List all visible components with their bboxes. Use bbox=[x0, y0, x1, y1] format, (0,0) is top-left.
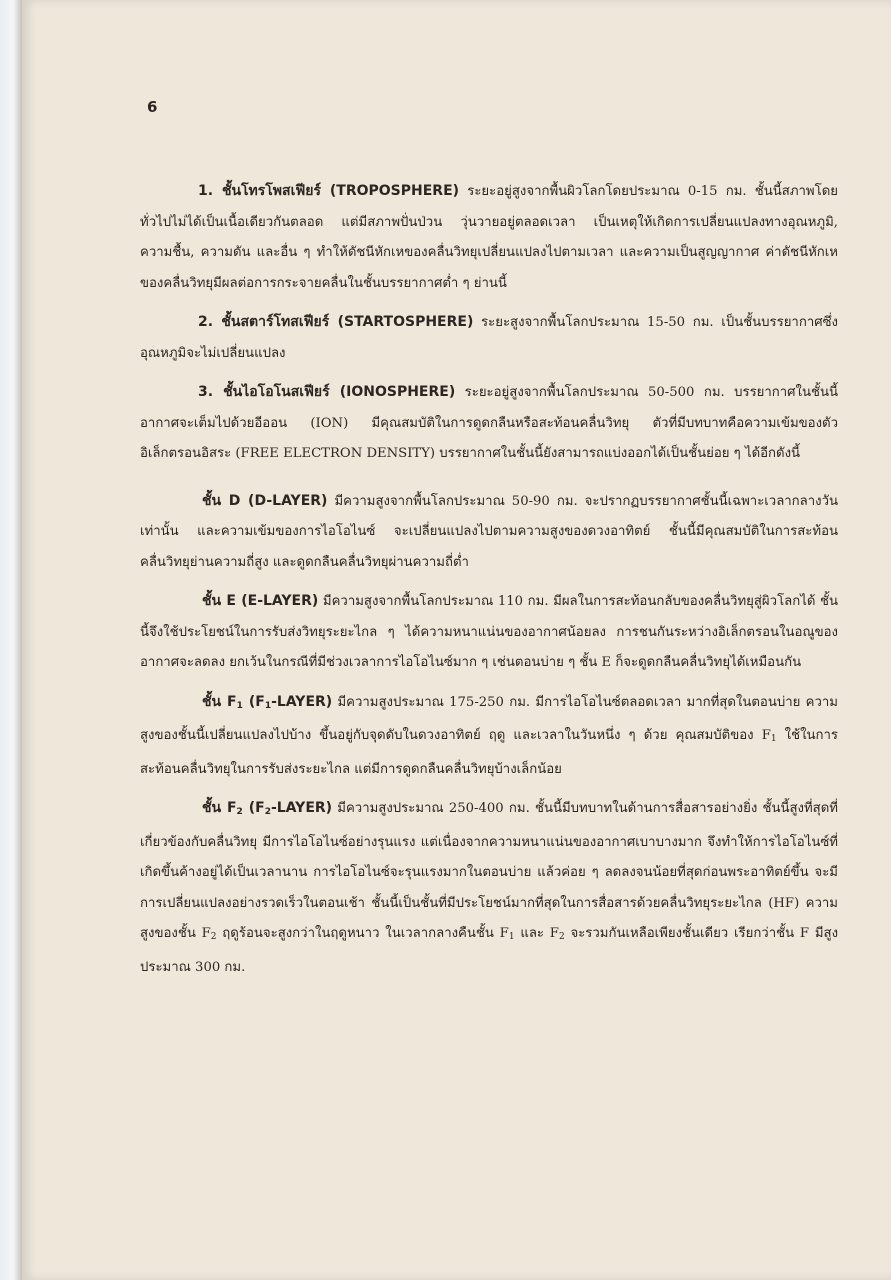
heading-f2-b: (F bbox=[242, 800, 265, 816]
heading-e-layer: ชั้น E (E-LAYER) bbox=[202, 593, 319, 609]
text-d-layer: มีความสูงจากพื้นโลกประมาณ 50-90 กม. จะปรากฏบรรยากาศชั้นนี้เฉพาะเวลากลางวันเท่านั้น และความเข้มของการไอโอไนซ์ จะเปลี่ยนแปลงไปตามความสูงของดวงอาทิตย์ ชั้นนี้มีคุณสมบัติในการสะท้อนคลื่นวิทยุย่านความถี่สูง และดูดกลืนคลื่นวิทยุผ่านความถี่ต่ำ bbox=[140, 493, 839, 570]
heading-f2-sub2: 2 bbox=[264, 807, 271, 817]
text-f2-sub3: 2 bbox=[558, 932, 565, 942]
heading-stratosphere: 2. ชั้นสตาร์โทสเฟียร์ (STARTOSPHERE) bbox=[198, 314, 474, 330]
heading-f1-b: (F bbox=[242, 693, 265, 710]
heading-f1-sub1: 1 bbox=[236, 700, 243, 711]
text-f1-a: มีความสูงประมาณ 175-250 กม. มีการไอโอไนซ์ตลอดเวลา มากที่สุดในตอนบ่าย ความสูงของชั้นนี้เปลี่ยนแปลงไปบ้าง ขึ้นอยู่กับจุดดับในดวงอาทิตย์ ฤดู และเวลาในวันหนึ่ง ๆ ด้วย คุณสมบัติของ F bbox=[140, 694, 838, 743]
heading-f2-sub1: 2 bbox=[236, 807, 243, 817]
heading-ionosphere: 3. ชั้นไอโอโนสเฟียร์ (IONOSPHERE) bbox=[198, 384, 456, 400]
heading-f2-layer bbox=[202, 800, 332, 816]
heading-f1-a: ชั้น F bbox=[202, 693, 237, 710]
text-stratosphere: ระยะสูงจากพื้นโลกประมาณ 15-50 กม. เป็นชั้นบรรยากาศซึ่งอุณหภูมิจะไม่เปลี่ยนแปลง bbox=[140, 315, 838, 361]
text-f1-b: ใช้ในการสะท้อนคลื่นวิทยุในการรับส่งระยะไกล แต่มีการดูดกลืนคลื่นวิทยุบ้างเล็กน้อย bbox=[140, 728, 838, 777]
page-left-edge bbox=[0, 0, 22, 1280]
text-f2-sub1: 2 bbox=[210, 932, 217, 942]
text-f2-d: จะรวมกันเหลือเพียงชั้นเดียว เรียกว่าชั้น F มีสูงประมาณ 300 กม. bbox=[140, 926, 839, 975]
paragraph-stratosphere bbox=[140, 307, 838, 369]
text-f2-b: ฤดูร้อนจะสูงกว่าในฤดูหนาว ในเวลากลางคืนชั้น F bbox=[216, 926, 509, 941]
paragraph-troposphere bbox=[140, 176, 838, 299]
page-number: 6 bbox=[147, 98, 158, 116]
text-f2-c: และ F bbox=[514, 926, 559, 941]
text-f2-a: มีความสูงประมาณ 250-400 กม. ชั้นนี้มีบทบาทในด้านการสื่อสารอย่างยิ่ง ชั้นนี้สูงที่สุดที่เกี่ยวข้องกับคลื่นวิทยุ มีการไอโอไนซ์อย่างรุนแรง แต่เนื่องจากความหนาแน่นของอากาศเบาบางมาก จึงทำให้การไอโอไนซ์ที่เกิดขึ้นค้างอยู่ได้เป็นเวลานาน การไอโอไนซ์จะรุนแรงมากในตอนบ่าย แล้วค่อย ๆ ลดลงจนน้อยที่สุดก่อนพระอาทิตย์ขึ้น จะมีการเปลี่ยนแปลงอย่างรวดเร็วในตอนเช้า ชั้นนี้เป็นชั้นที่มีประโยชน์มากที่สุดในการสื่อสารด้วยคลื่นวิทยุระยะไกล (HF) ความสูงของชั้น F bbox=[140, 801, 838, 941]
text-troposphere: ระยะอยู่สูงจากพื้นผิวโลกโดยประมาณ 0-15 กม. ชั้นนี้สภาพโดยทั่วไปไม่ได้เป็นเนื้อเดียวกันตลอด แต่มีสภาพปั่นป่วน วุ่นวายอยู่ตลอดเวลา เป็นเหตุให้เกิดการเปลี่ยนแปลงทางอุณหภูมิ, ความชื้น, ความดัน และอื่น ๆ ทำให้ดัชนีหักเหของคลื่นวิทยุเปลี่ยนแปลงไปตามเวลา และความเป็นสูญญากาศ ค่าดัชนีหักเหของคลื่นวิทยุมีผลต่อการกระจายคลื่นในชั้นบรรยากาศต่ำ ๆ ย่านนี้ bbox=[140, 184, 838, 291]
text-e-layer: มีความสูงจากพื้นโลกประมาณ 110 กม. มีผลในการสะท้อนกลับของคลื่นวิทยุสู่ผิวโลกได้ ชั้นนี้จึงใช้ประโยชน์ในการรับส่งวิทยุระยะไกล ๆ ได้ความหนาแน่นของอากาศน้อยลง การชนกันระหว่างอิเล็กตรอนในอณูของอากาศจะลดลง ยกเว้นในกรณีที่มีช่วงเวลาการไอโอไนซ์มาก ๆ เช่นตอนบ่าย ๆ ชั้น E ก็จะดูดกลืนคลื่นวิทยุได้เหมือนกัน bbox=[140, 594, 838, 670]
heading-f1-sub2: 1 bbox=[264, 700, 272, 711]
paragraph-e-layer bbox=[140, 586, 838, 679]
paragraph-f2-layer bbox=[140, 793, 838, 983]
heading-f2-c: -LAYER) bbox=[270, 800, 333, 816]
page-body bbox=[140, 176, 838, 983]
paragraph-ionosphere bbox=[140, 377, 838, 470]
heading-d-layer: ชั้น D (D-LAYER) bbox=[202, 492, 328, 509]
heading-f1-layer bbox=[202, 694, 332, 710]
text-ionosphere: ระยะอยู่สูงจากพื้นโลกประมาณ 50-500 กม. บรรยากาศในชั้นนี้ อากาศจะเต็มไปด้วยอีออน (ION) มีคุณสมบัติในการดูดกลืนหรือสะท้อนคลื่นวิทยุ ตัวที่มีบทบาทคือความเข้มของตัวอิเล็กตรอนอิสระ (FREE ELECTRON DENSITY) บรรยากาศในชั้นนี้ยังสามารถแบ่งออกได้เป็นชั้นย่อย ๆ ได้อีกดังนี้ bbox=[140, 385, 838, 461]
heading-f2-a: ชั้น F bbox=[202, 800, 237, 816]
paragraph-f1-layer bbox=[140, 687, 838, 786]
paragraph-d-layer bbox=[140, 486, 838, 579]
heading-troposphere: 1. ชั้นโทรโพสเฟียร์ (TROPOSPHERE) bbox=[198, 183, 460, 199]
heading-f1-c: -LAYER) bbox=[271, 693, 333, 710]
text-f1-sub: 1 bbox=[770, 734, 777, 744]
text-f2-sub2: 1 bbox=[508, 932, 515, 942]
